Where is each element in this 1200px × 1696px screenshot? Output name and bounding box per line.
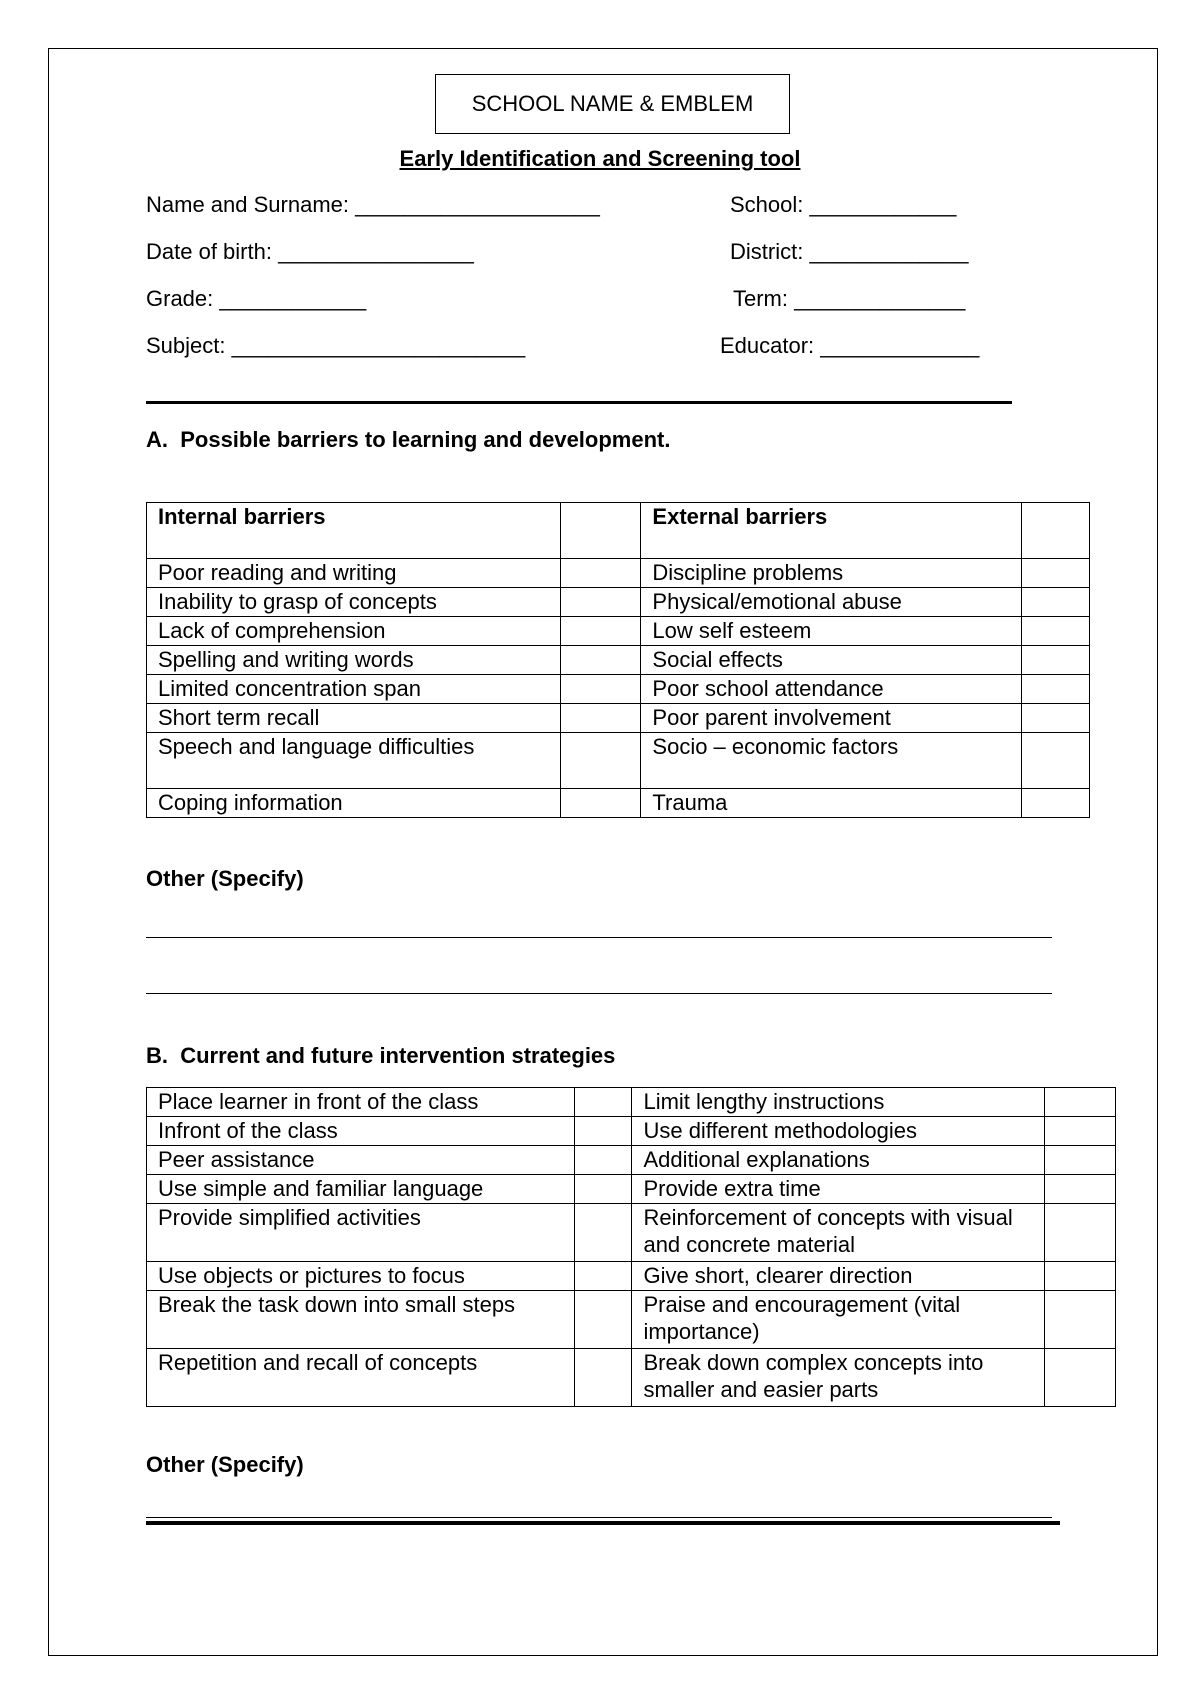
checkbox-cell[interactable] xyxy=(560,789,641,818)
checkbox-cell[interactable] xyxy=(1045,1146,1116,1175)
checkbox-cell[interactable] xyxy=(560,675,641,704)
external-barrier: Poor school attendance xyxy=(641,675,1022,704)
strategies-table xyxy=(146,1087,1116,1407)
strategy-left: Provide simplified activities xyxy=(147,1204,575,1262)
table-row xyxy=(147,1175,1116,1204)
district-field[interactable]: District: _____________ xyxy=(730,239,969,264)
strategy-left: Repetition and recall of concepts xyxy=(147,1349,575,1407)
checkbox-cell[interactable] xyxy=(1022,789,1090,818)
checkbox-cell[interactable] xyxy=(1045,1088,1116,1117)
table-row xyxy=(147,1291,1116,1349)
strategy-left: Peer assistance xyxy=(147,1146,575,1175)
section-b-heading: B. Current and future intervention strategies xyxy=(146,1043,616,1068)
table-row xyxy=(147,588,1090,617)
checkbox-cell[interactable] xyxy=(574,1088,632,1117)
external-barriers-header: External barriers xyxy=(641,503,1022,559)
table-row xyxy=(147,1262,1116,1291)
checkbox-cell[interactable] xyxy=(574,1349,632,1407)
internal-barrier: Speech and language difficulties xyxy=(147,733,561,789)
checkbox-cell[interactable] xyxy=(1045,1175,1116,1204)
external-barrier: Socio – economic factors xyxy=(641,733,1022,789)
checkbox-cell[interactable] xyxy=(560,646,641,675)
section-a-heading: A. Possible barriers to learning and development. xyxy=(146,427,671,452)
checkbox-cell[interactable] xyxy=(574,1262,632,1291)
strategy-left: Use simple and familiar language xyxy=(147,1175,575,1204)
table-row xyxy=(147,1146,1116,1175)
barriers-table xyxy=(146,502,1090,818)
strategy-right: Praise and encouragement (vital importance) xyxy=(632,1291,1045,1349)
checkbox-cell[interactable] xyxy=(1022,588,1090,617)
table-row xyxy=(147,675,1090,704)
term-field[interactable]: Term: ______________ xyxy=(733,286,966,311)
specify-underline xyxy=(146,1521,1060,1525)
document-title: Early Identification and Screening tool xyxy=(399,146,801,171)
checkbox-cell[interactable] xyxy=(1022,503,1090,559)
grade-field[interactable]: Grade: ____________ xyxy=(146,286,367,311)
emblem-label: SCHOOL NAME & EMBLEM xyxy=(471,91,754,116)
checkbox-cell[interactable] xyxy=(574,1291,632,1349)
internal-barrier: Coping information xyxy=(147,789,561,818)
educator-field[interactable]: Educator: _____________ xyxy=(720,333,980,358)
dob-field[interactable]: Date of birth: ________________ xyxy=(146,239,474,264)
header-divider xyxy=(146,401,1012,404)
strategy-left: Place learner in front of the class xyxy=(147,1088,575,1117)
external-barrier: Physical/emotional abuse xyxy=(641,588,1022,617)
checkbox-cell[interactable] xyxy=(1022,646,1090,675)
checkbox-cell[interactable] xyxy=(1022,559,1090,588)
barriers-header-row xyxy=(147,503,1090,559)
checkbox-cell[interactable] xyxy=(1045,1204,1116,1262)
section-b-other-label: Other (Specify) xyxy=(146,1452,304,1477)
specify-line[interactable] xyxy=(146,993,1052,994)
checkbox-cell[interactable] xyxy=(1045,1349,1116,1407)
checkbox-cell[interactable] xyxy=(1045,1291,1116,1349)
table-row xyxy=(147,733,1090,789)
name-field[interactable]: Name and Surname: ____________________ xyxy=(146,192,600,217)
checkbox-cell[interactable] xyxy=(1022,675,1090,704)
strategy-right: Give short, clearer direction xyxy=(632,1262,1045,1291)
checkbox-cell[interactable] xyxy=(560,588,641,617)
specify-line[interactable] xyxy=(146,937,1052,938)
external-barrier: Discipline problems xyxy=(641,559,1022,588)
strategy-left: Use objects or pictures to focus xyxy=(147,1262,575,1291)
strategy-right: Break down complex concepts into smaller and easier parts xyxy=(632,1349,1045,1407)
strategy-right: Provide extra time xyxy=(632,1175,1045,1204)
table-row xyxy=(147,1117,1116,1146)
strategy-left: Break the task down into small steps xyxy=(147,1291,575,1349)
checkbox-cell[interactable] xyxy=(1045,1262,1116,1291)
checkbox-cell[interactable] xyxy=(560,559,641,588)
specify-line[interactable] xyxy=(146,1517,1052,1518)
checkbox-cell[interactable] xyxy=(1045,1117,1116,1146)
checkbox-cell[interactable] xyxy=(574,1175,632,1204)
table-row xyxy=(147,1088,1116,1117)
internal-barrier: Spelling and writing words xyxy=(147,646,561,675)
external-barrier: Social effects xyxy=(641,646,1022,675)
checkbox-cell[interactable] xyxy=(1022,704,1090,733)
checkbox-cell[interactable] xyxy=(560,733,641,789)
table-row xyxy=(147,789,1090,818)
internal-barrier: Short term recall xyxy=(147,704,561,733)
strategy-right: Reinforcement of concepts with visual and concrete material xyxy=(632,1204,1045,1262)
external-barrier: Poor parent involvement xyxy=(641,704,1022,733)
checkbox-cell[interactable] xyxy=(574,1117,632,1146)
strategy-left: Infront of the class xyxy=(147,1117,575,1146)
table-row xyxy=(147,704,1090,733)
internal-barrier: Poor reading and writing xyxy=(147,559,561,588)
external-barrier: Low self esteem xyxy=(641,617,1022,646)
subject-field[interactable]: Subject: ________________________ xyxy=(146,333,526,358)
internal-barrier: Limited concentration span xyxy=(147,675,561,704)
external-barrier: Trauma xyxy=(641,789,1022,818)
strategy-right: Use different methodologies xyxy=(632,1117,1045,1146)
strategy-right: Limit lengthy instructions xyxy=(632,1088,1045,1117)
checkbox-cell[interactable] xyxy=(1022,733,1090,789)
checkbox-cell[interactable] xyxy=(574,1146,632,1175)
table-row xyxy=(147,646,1090,675)
strategy-right: Additional explanations xyxy=(632,1146,1045,1175)
table-row xyxy=(147,1349,1116,1407)
table-row xyxy=(147,1204,1116,1262)
checkbox-cell[interactable] xyxy=(574,1204,632,1262)
table-row xyxy=(147,617,1090,646)
school-emblem-box xyxy=(435,74,790,134)
checkbox-cell[interactable] xyxy=(560,617,641,646)
table-row xyxy=(147,559,1090,588)
checkbox-cell[interactable] xyxy=(560,503,641,559)
internal-barrier: Inability to grasp of concepts xyxy=(147,588,561,617)
section-a-other-label: Other (Specify) xyxy=(146,866,304,891)
checkbox-cell[interactable] xyxy=(560,704,641,733)
checkbox-cell[interactable] xyxy=(1022,617,1090,646)
school-field[interactable]: School: ____________ xyxy=(730,192,957,217)
internal-barrier: Lack of comprehension xyxy=(147,617,561,646)
internal-barriers-header: Internal barriers xyxy=(147,503,561,559)
